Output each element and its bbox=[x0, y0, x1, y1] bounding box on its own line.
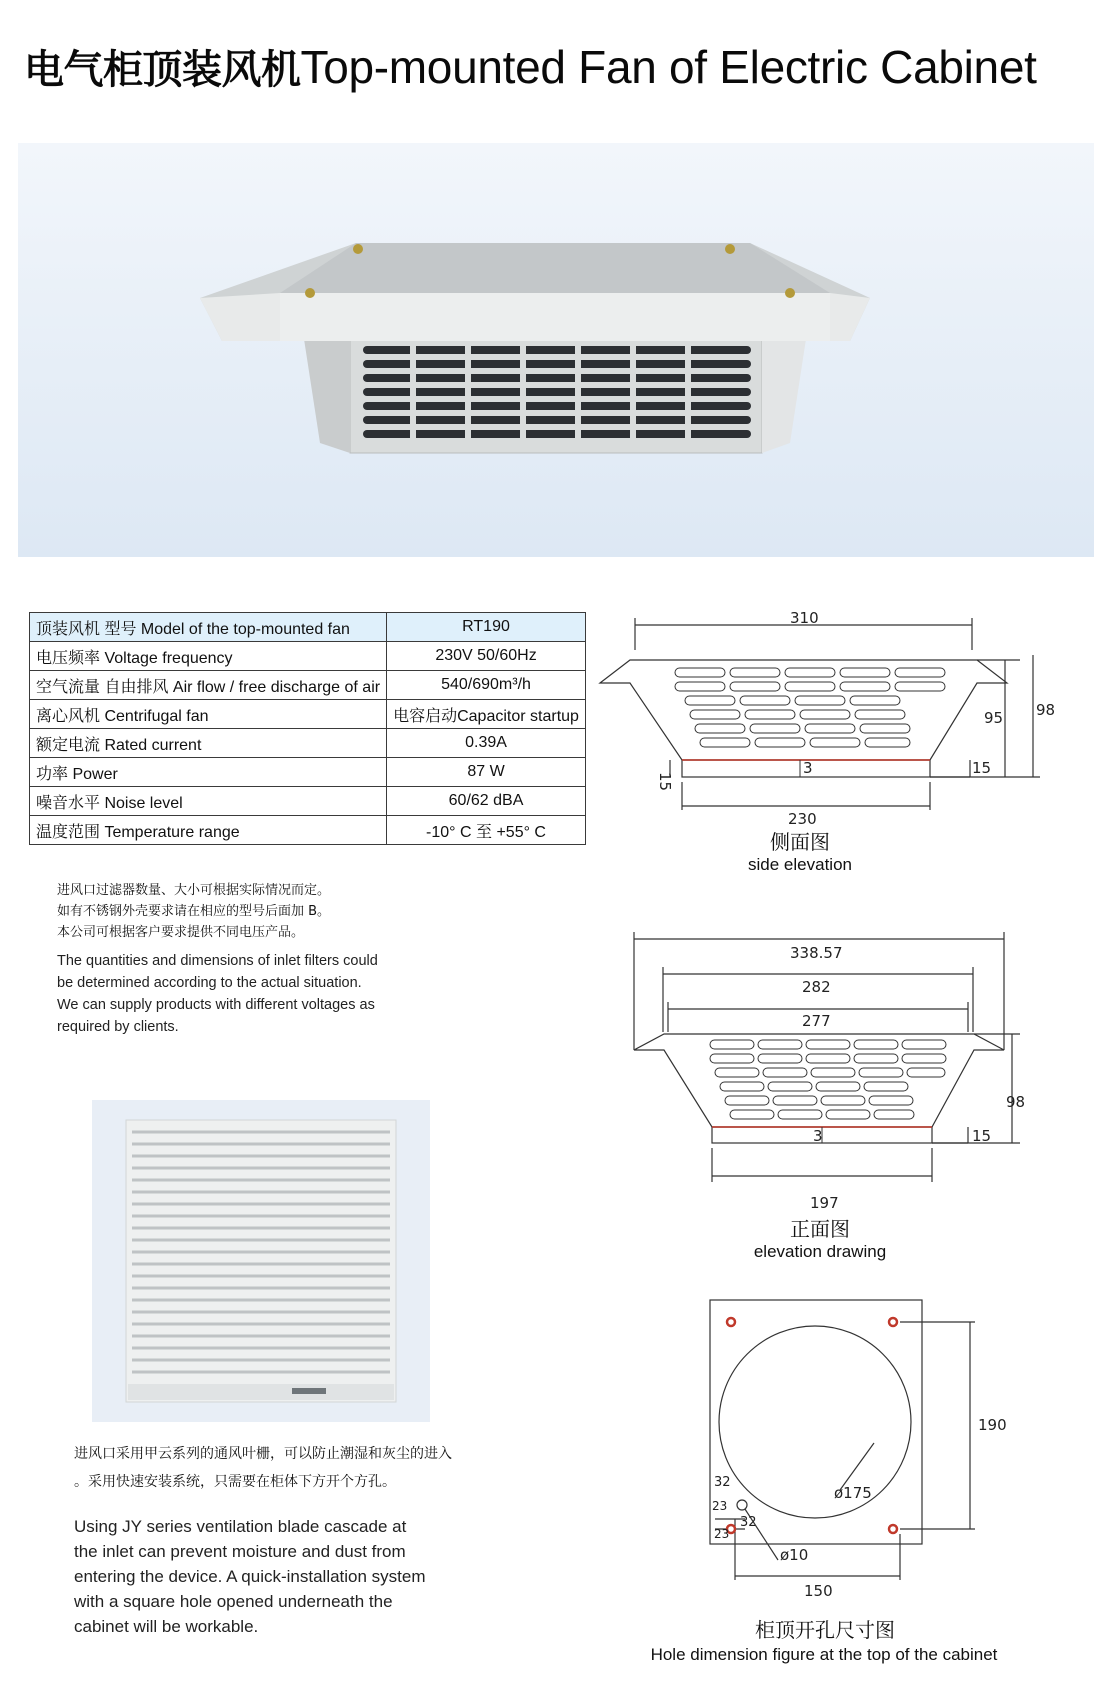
inlet-line: with a square hole opened underneath the bbox=[74, 1592, 393, 1611]
spec-label: 功率 Power bbox=[30, 758, 387, 787]
note-line: We can supply products with different voltages as bbox=[57, 997, 375, 1013]
louver-photo bbox=[92, 1100, 430, 1422]
dim-32a: 32 bbox=[714, 1475, 731, 1490]
spec-value: 230V 50/60Hz bbox=[387, 642, 586, 671]
dim-23a: 23 bbox=[712, 1499, 728, 1513]
spec-table bbox=[29, 612, 586, 845]
spec-label: 空气流量 自由排风 Air flow / free discharge of air bbox=[30, 671, 387, 700]
dim-right15: 15 bbox=[972, 1127, 992, 1145]
spec-label: 额定电流 Rated current bbox=[30, 729, 387, 758]
dim-diameter: ø175 bbox=[834, 1484, 872, 1502]
inlet-line: 进风口采用甲云系列的通风叶栅，可以防止潮湿和灰尘的进入 bbox=[74, 1446, 452, 1462]
spec-value: 电容启动Capacitor startup bbox=[387, 700, 586, 729]
title-en: Top-mounted Fan of Electric Cabinet bbox=[300, 41, 1037, 93]
fan-illustration bbox=[18, 143, 1094, 557]
spec-value: 540/690m³/h bbox=[387, 671, 586, 700]
note-line: be determined according to the actual situation. bbox=[57, 975, 362, 991]
table-row bbox=[30, 758, 586, 787]
hole-caption-en: Hole dimension figure at the top of the cabinet bbox=[650, 1645, 998, 1664]
dim-top1: 338.57 bbox=[790, 944, 843, 962]
spec-label: 噪音水平 Noise level bbox=[30, 787, 387, 816]
dim-width: 150 bbox=[804, 1582, 833, 1600]
hole-caption-cn: 柜顶开孔尺寸图 bbox=[755, 1618, 895, 1642]
table-row bbox=[30, 729, 586, 758]
spec-label: 离心风机 Centrifugal fan bbox=[30, 700, 387, 729]
inlet-line: entering the device. A quick-installation system bbox=[74, 1567, 426, 1586]
dim-bottom: 197 bbox=[810, 1194, 839, 1212]
side-elevation-drawing bbox=[590, 609, 1056, 830]
inlet-en bbox=[74, 1514, 426, 1639]
table-row bbox=[30, 642, 586, 671]
dim-left15: 15 bbox=[656, 772, 674, 792]
table-row bbox=[30, 613, 586, 642]
table-row bbox=[30, 816, 586, 845]
front-elevation-drawing bbox=[620, 932, 1040, 1212]
spec-value: 0.39A bbox=[387, 729, 586, 758]
note-line: 如有不锈钢外壳要求请在相应的型号后面加 B。 bbox=[57, 904, 331, 919]
dim-center3: 3 bbox=[813, 1127, 823, 1145]
hole-dimension-drawing bbox=[700, 1290, 1040, 1610]
inlet-line: cabinet will be workable. bbox=[74, 1617, 259, 1636]
front-caption-en: elevation drawing bbox=[753, 1242, 887, 1261]
dim-height: 190 bbox=[978, 1416, 1007, 1434]
spec-value: 60/62 dBA bbox=[387, 787, 586, 816]
page-title bbox=[24, 38, 1104, 95]
spec-label: 顶装风机 型号 Model of the top-mounted fan bbox=[30, 613, 387, 642]
table-row bbox=[30, 700, 586, 729]
dim-top2: 282 bbox=[802, 978, 831, 996]
front-caption-cn: 正面图 bbox=[790, 1217, 850, 1241]
note-line: 本公司可根据客户要求提供不同电压产品。 bbox=[57, 925, 305, 940]
dim-top: 310 bbox=[790, 609, 819, 627]
dim-h1: 95 bbox=[984, 709, 1004, 727]
dim-center3: 3 bbox=[803, 759, 813, 777]
spec-label: 电压频率 Voltage frequency bbox=[30, 642, 387, 671]
dim-height: 98 bbox=[1006, 1093, 1026, 1111]
spec-value: 87 W bbox=[387, 758, 586, 787]
spec-value: -10° C 至 +55° C bbox=[387, 816, 586, 845]
product-photo bbox=[18, 143, 1094, 557]
dim-32b: 32 bbox=[740, 1515, 757, 1530]
dim-bottom: 230 bbox=[788, 810, 817, 828]
dim-h2: 98 bbox=[1036, 701, 1056, 719]
dim-hole: ø10 bbox=[780, 1546, 809, 1564]
inlet-line: 。采用快速安装系统，只需要在柜体下方开个方孔。 bbox=[74, 1474, 396, 1490]
spec-value: RT190 bbox=[387, 613, 586, 642]
table-row bbox=[30, 787, 586, 816]
side-caption-en: side elevation bbox=[748, 855, 852, 874]
dim-top3: 277 bbox=[802, 1012, 831, 1030]
note-line: 进风口过滤器数量、大小可根据实际情况而定。 bbox=[57, 883, 331, 898]
inlet-line: the inlet can prevent moisture and dust from bbox=[74, 1542, 406, 1561]
notes-en bbox=[57, 950, 378, 1038]
dim-right15: 15 bbox=[972, 759, 992, 777]
title-cn: 电气柜顶装风机 bbox=[24, 46, 301, 93]
side-caption-cn: 侧面图 bbox=[770, 830, 830, 854]
louver-illustration bbox=[92, 1100, 430, 1422]
table-row bbox=[30, 671, 586, 700]
note-line: The quantities and dimensions of inlet filters could bbox=[57, 953, 378, 969]
inlet-line: Using JY series ventilation blade cascade at bbox=[74, 1517, 407, 1536]
spec-label: 温度范围 Temperature range bbox=[30, 816, 387, 845]
notes-cn bbox=[57, 880, 330, 943]
inlet-cn bbox=[74, 1440, 452, 1496]
dim-23b: 23 bbox=[714, 1527, 730, 1541]
note-line: required by clients. bbox=[57, 1019, 179, 1035]
